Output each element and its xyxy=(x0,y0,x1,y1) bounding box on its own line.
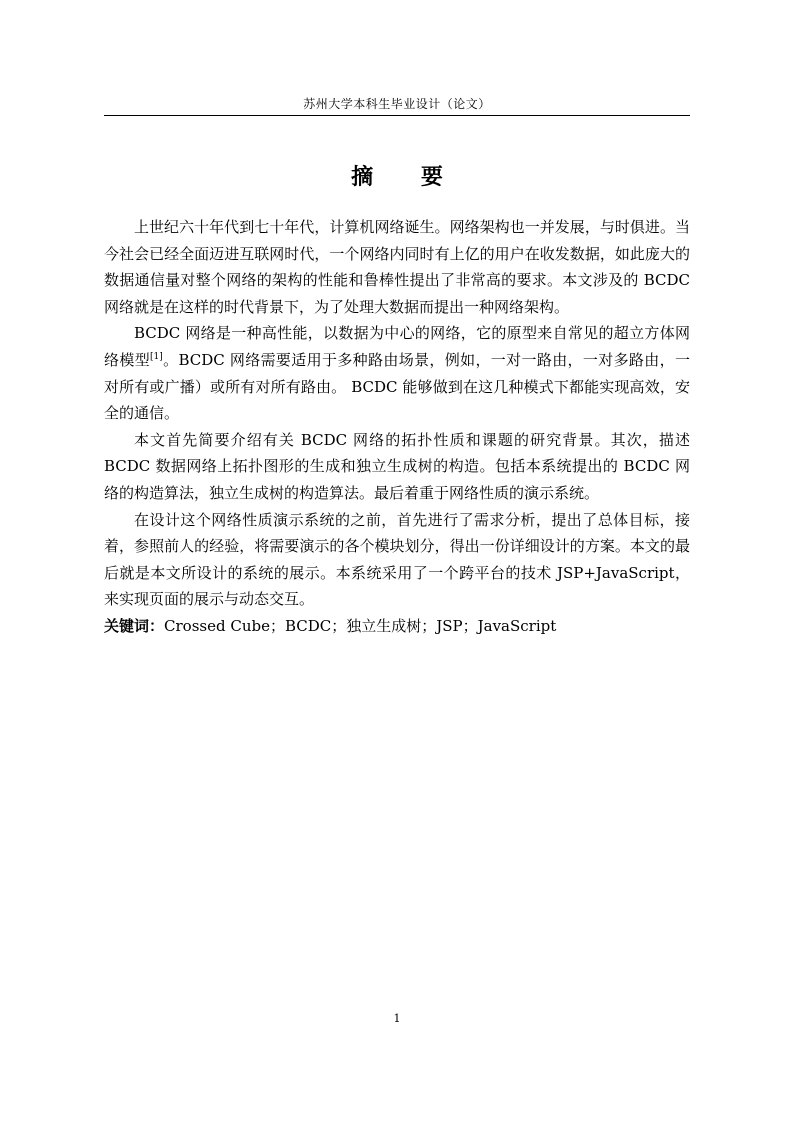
abstract-paragraph-4: 在设计这个网络性质演示系统的之前，首先进行了需求分析，提出了总体目标，接着，参照前人的经验，将需要演示的各个模块划分，得出一份详细设计的方案。本文的最后就是本文所设计的系统的展示。本系统采用了一个跨平台的技术 JSP+JavaScript，来实现页面的展示与动态交互。 xyxy=(104,510,690,609)
paragraph-2-text-end: 。BCDC 网络需要适用于多种路由场景，例如，一对一路由，一对多路由，一对所有或广播）或所有对所有路由。 BCDC 能够做到在这几种模式下都能实现高效，安全的通信。 xyxy=(104,350,690,423)
keywords-line xyxy=(104,613,690,640)
abstract-paragraph-3: 本文首先简要介绍有关 BCDC 网络的拓扑性质和课题的研究背景。其次，描述 BCDC 数据网络上拓扑图形的生成和独立生成树的构造。包括本系统提出的 BCDC 网络的构造算法，独立生成树的构造算法。最后着重于网络性质的演示系统。 xyxy=(104,430,690,502)
running-header: 苏州大学本科生毕业设计（论文） xyxy=(303,97,491,111)
paragraph-2-text-start: BCDC 网络是一种高性能，以数据为中心的网络，它的原型来自常见的超立方体网络模型 xyxy=(104,324,690,369)
citation-marker: [1] xyxy=(150,351,163,362)
abstract-title: 摘 要 xyxy=(351,164,463,190)
keywords-label: 关键词： xyxy=(104,616,165,635)
abstract-body xyxy=(104,214,690,640)
abstract-paragraph-1: 上世纪六十年代到七十年代，计算机网络诞生。网络架构也一并发展，与时俱进。当今社会已经全面迈进互联网时代，一个网络内同时有上亿的用户在收发数据，如此庞大的数据通信量对整个网络的架构的性能和鲁棒性提出了非常高的要求。本文涉及的 BCDC 网络就是在这样的时代背景下，为了处理大数据而提出一种网络架构。 xyxy=(104,218,690,316)
page-number: 1 xyxy=(393,1012,401,1025)
keywords-list: Crossed Cube；BCDC；独立生成树；JSP；JavaScript xyxy=(164,616,557,635)
header-divider xyxy=(104,115,690,116)
abstract-paragraph-2 xyxy=(104,320,690,426)
